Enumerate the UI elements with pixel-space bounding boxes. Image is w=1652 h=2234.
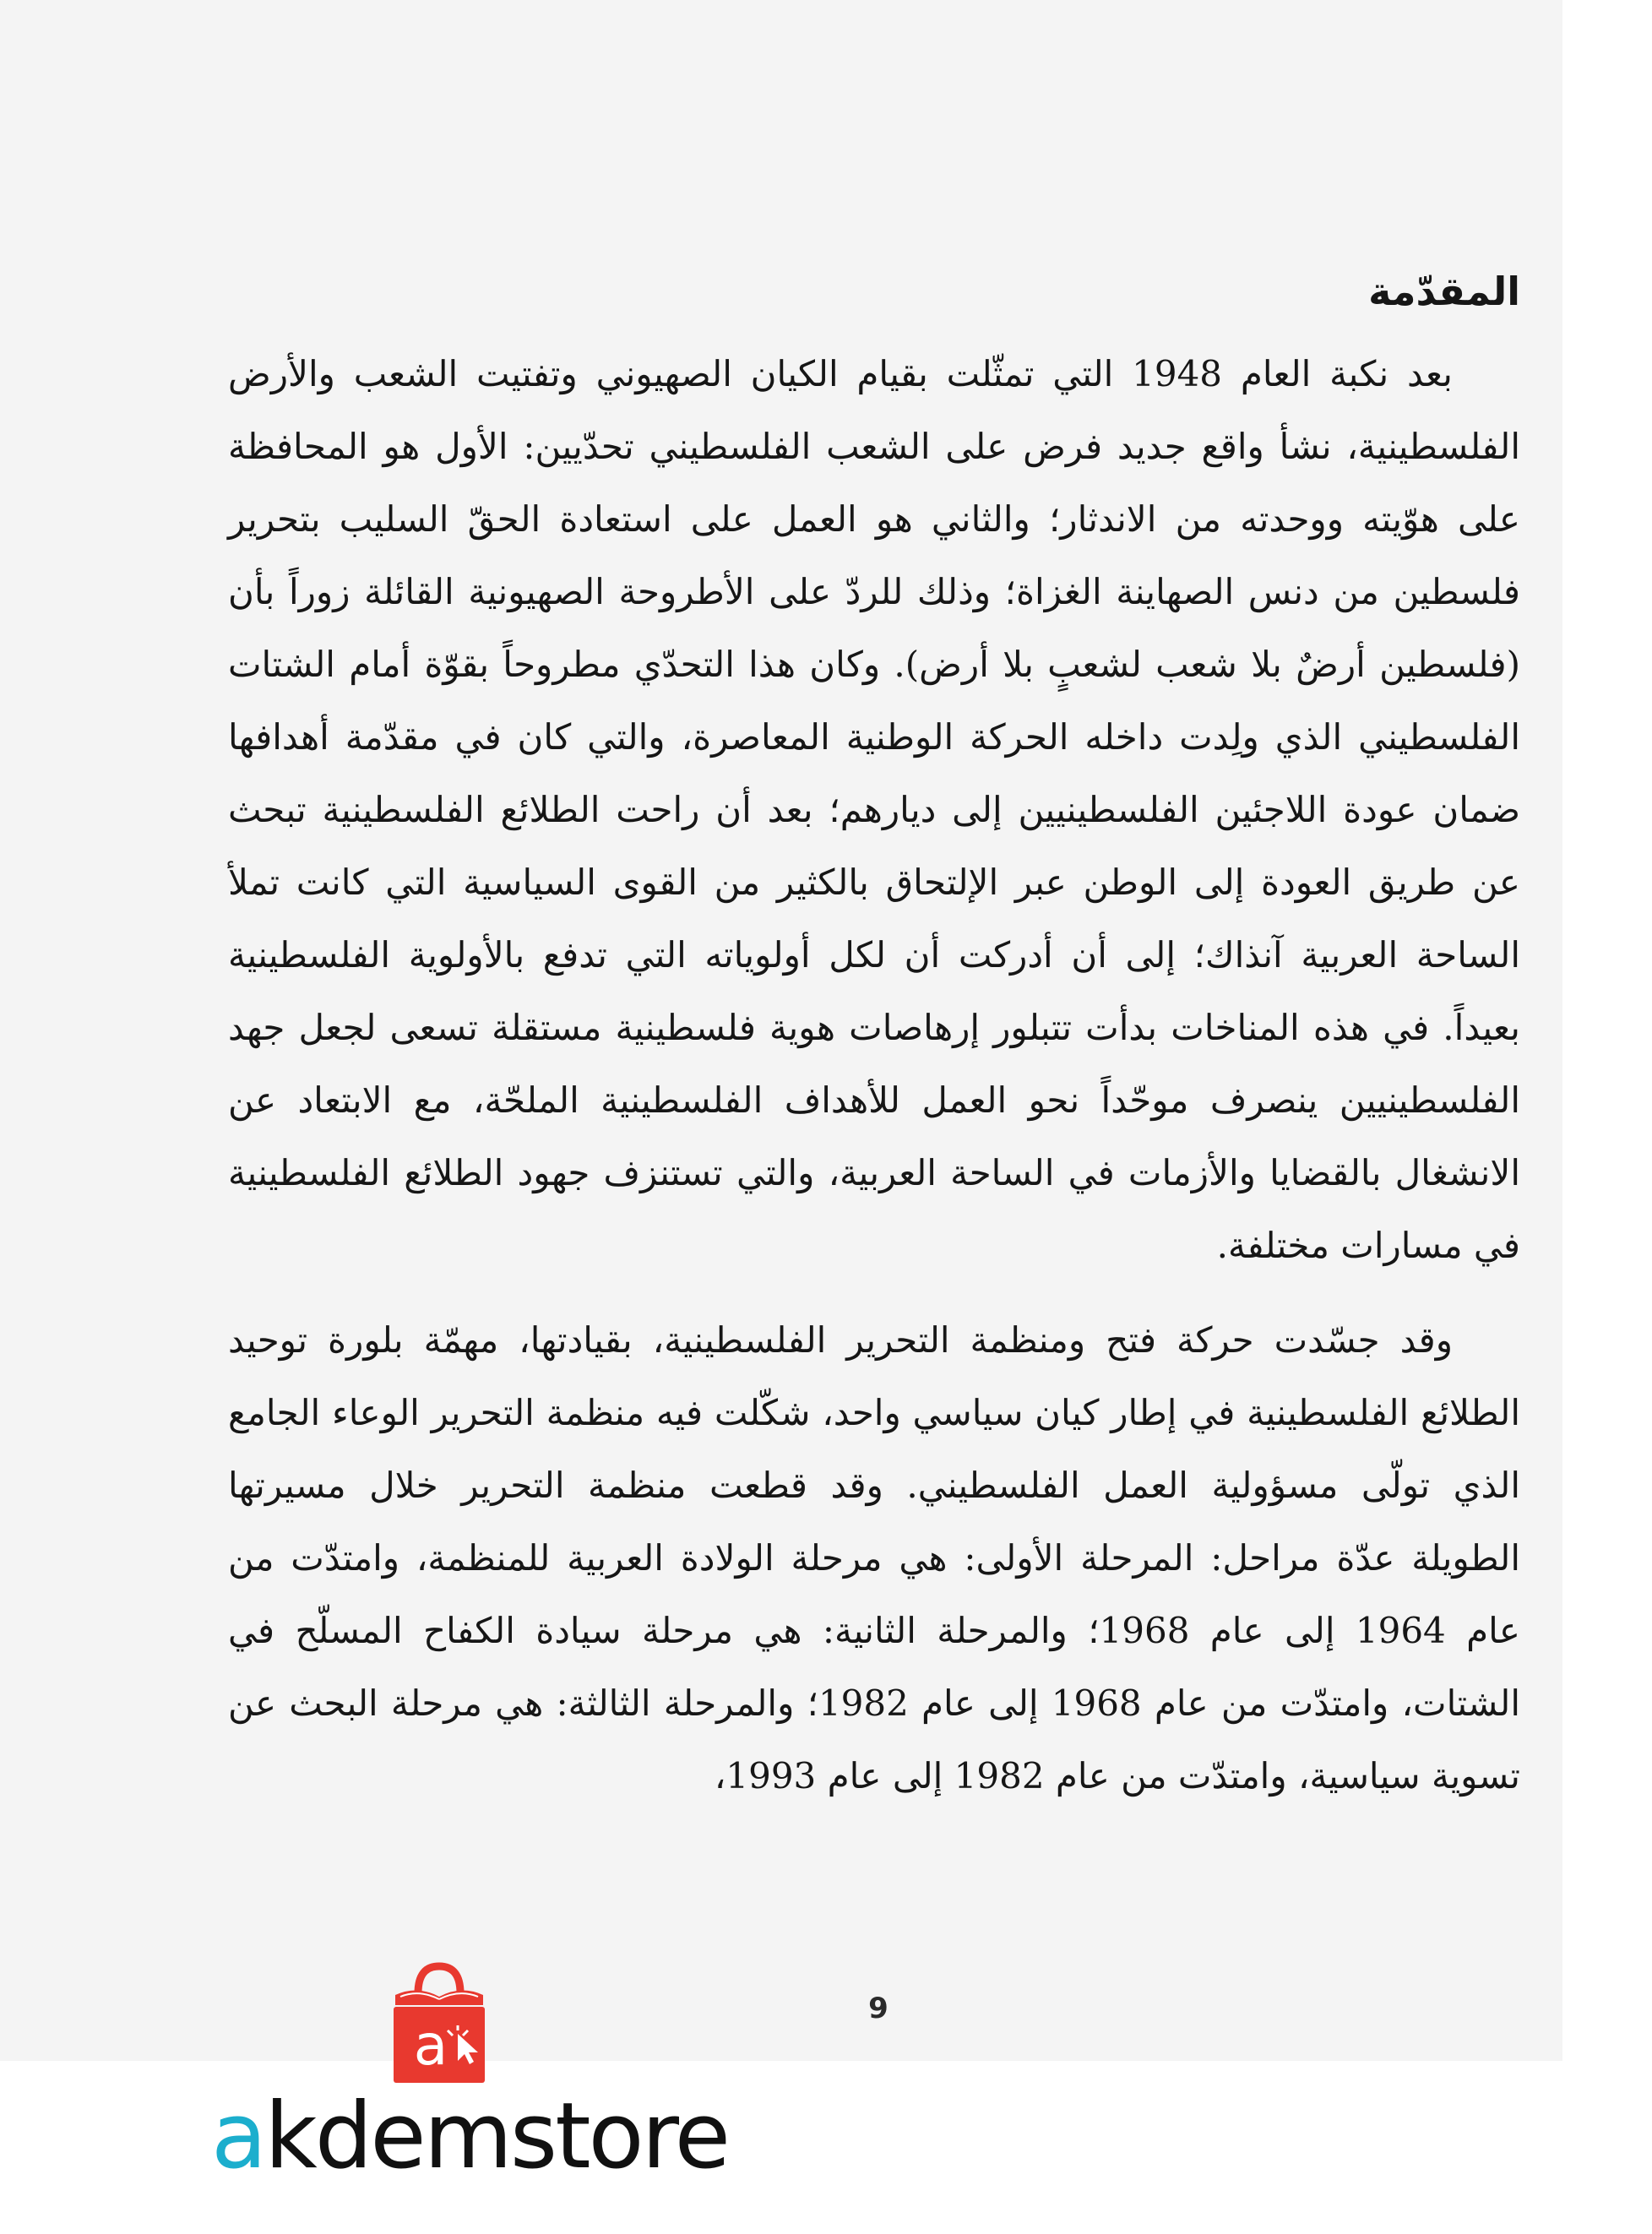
svg-text:a: a [413,2013,448,2078]
paragraph-1: بعد نكبة العام 1948 التي تمثّلت بقيام الكيان الصهيوني وتفتيت الشعب والأرض الفلسطينية، نشأ واقع جديد فرض على الشعب الفلسطيني تحدّيين: الأول هو المحافظة على هوّيته ووحدته من الاندثار؛ والثاني هو العمل على استعادة الحقّ السليب بتحرير فلسطين من دنس الصهاينة الغزاة؛ وذلك للردّ على الأطروحة الصهيونية القائلة زوراً بأن (فلسطين أرضٌ بلا شعب لشعبٍ بلا أرض). وكان هذا التحدّي مطروحاً بقوّة أمام الشتات الفلسطيني الذي ولِدت داخله الحركة الوطنية المعاصرة، والتي كان في مقدّمة أهدافها ضمان عودة اللاجئين الفلسطينيين إلى ديارهم؛ بعد أن راحت الطلائع الفلسطينية تبحث عن طريق العودة إلى الوطن عبر الإلتحاق بالكثير من القوى السياسية التي كانت تملأ الساحة العربية آنذاك؛ إلى أن أدركت أن لكل أولوياته التي تدفع بالأولوية الفلسطينية بعيداً. في هذه المناخات بدأت تتبلور إرهاصات هوية فلسطينية مستقلة تسعى لجعل جهد الفلسطينيين ينصرف موحّداً نحو العمل للأهداف الفلسطينية الملحّة، مع الابتعاد عن الانشغال بالقضايا والأزمات في الساحة العربية، والتي تستنزف جهود الطلائع الفلسطينية في مسارات مختلفة. [228,353,1520,1266]
logo-accent-letter: a [211,2084,265,2189]
paragraph-2: وقد جسّدت حركة فتح ومنظمة التحرير الفلسطينية، بقيادتها، مهمّة بلورة توحيد الطلائع الفلسطينية في إطار كيان سياسي واحد، شكّلت فيه منظمة التحرير الوعاء الجامع الذي تولّى مسؤولية العمل الفلسطيني. وقد قطعت منظمة التحرير خلال مسيرتها الطويلة عدّة مراحل: المرحلة الأولى: هي مرحلة الولادة العربية للمنظمة، وامتدّت من عام 1964 إلى عام 1968؛ والمرحلة الثانية: هي مرحلة سيادة الكفاح المسلّح في الشتات، وامتدّت من عام 1968 إلى عام 1982؛ والمرحلة الثالثة: هي مرحلة البحث عن تسوية سياسية، وامتدّت من عام 1982 إلى عام 1993، [228,1319,1520,1796]
logo-wordmark: kdemstore [264,2084,729,2189]
article [228,245,1520,1813]
watermark-logo [211,2086,728,2188]
page-number: 9 [868,1992,888,2025]
chapter-heading: المقدّمة [1368,269,1520,314]
shopping-bag-book-icon [380,1960,498,2086]
